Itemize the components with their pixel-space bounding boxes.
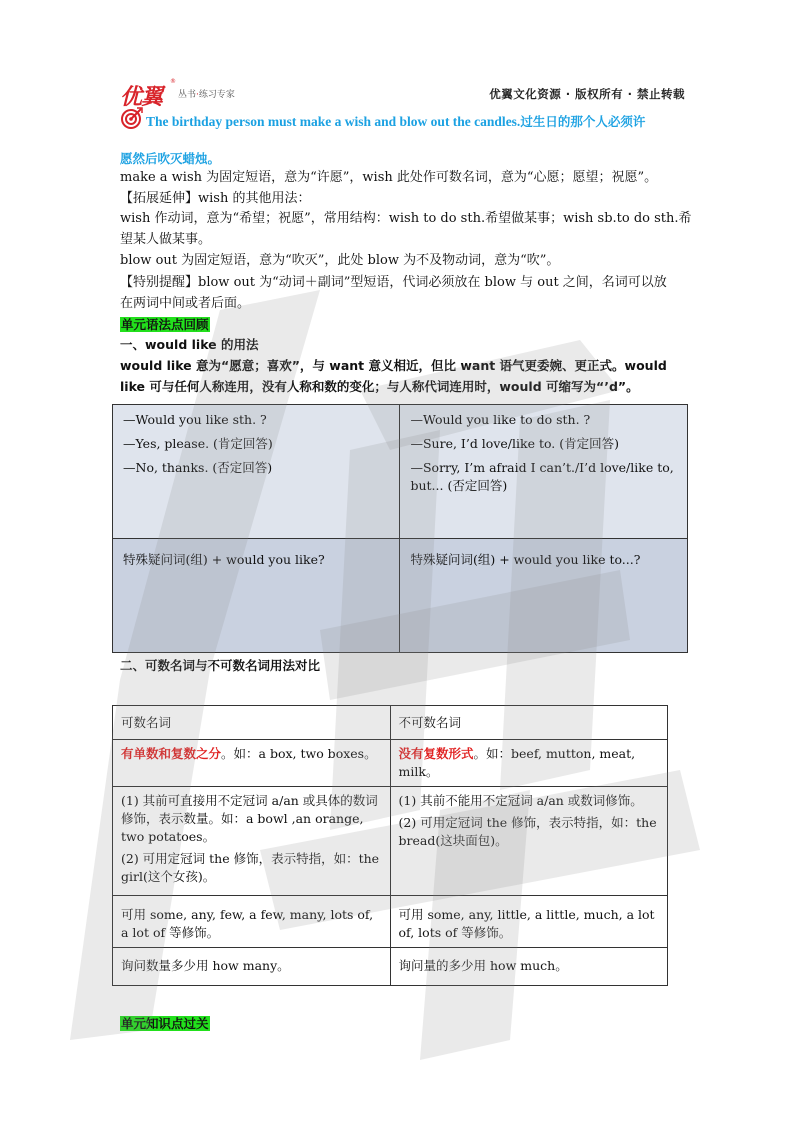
table2-row3-left: 可用 some, any, few, a few, many, lots of, a lot of 等修饰。 — [113, 896, 391, 948]
table2-row1-left: 有单数和复数之分。如：a box, two boxes。 — [113, 740, 391, 787]
would-like-table — [112, 404, 688, 653]
table1-cell-special-q1: 特殊疑问词(组) + would you like? — [113, 539, 400, 653]
brand-tagline: 丛书·练习专家 — [178, 90, 235, 100]
example-sentence: The birthday person must make a wish and blow out the candles.过生日的那个人必须许 — [146, 114, 646, 129]
would-like-desc-2: like 可与任何人称连用，没有人称和数的变化；与人称代词连用时，would 可缩写为“’d”。 — [120, 379, 639, 394]
table2-row3-right: 可用 some, any, little, a little, much, a lot of, lots of 等修饰。 — [390, 896, 667, 948]
brand-logo: 优翼 — [120, 85, 163, 110]
special-note-1: 【特别提醒】blow out 为“动词＋副词”型短语，代词必须放在 blow 与 out 之间，名词可以放 — [120, 275, 667, 290]
noun-comparison-title: 二、可数名词与不可数名词用法对比 — [120, 658, 321, 673]
registered-mark: ® — [170, 78, 176, 85]
copyright-notice: 优翼文化资源 · 版权所有 · 禁止转载 — [489, 87, 685, 101]
explanation-blow-out: blow out 为固定短语，意为“吹灭”，此处 blow 为不及物动词，意为“吹”。 — [120, 253, 560, 268]
table2-row2-right: (1) 其前不能用不定冠词 a/an 或数词修饰。 (2) 可用定冠词 the 修饰，表示特指，如：the bread(这块面包)。 — [390, 787, 667, 896]
noun-comparison-table — [112, 705, 668, 986]
extension-text-1: wish 作动词，意为“希望；祝愿”，常用结构：wish to do sth.希望做某事；wish sb.to do sth.希 — [120, 211, 692, 226]
table1-cell-special-q2: 特殊疑问词(组) + would you like to...? — [400, 539, 688, 653]
explanation-make-a-wish: make a wish 为固定短语，意为“许愿”，wish 此处作可数名词，意为“心愿；愿望；祝愿”。 — [120, 170, 658, 185]
table2-head-uncountable: 不可数名词 — [390, 706, 667, 740]
table2-row1-right: 没有复数形式。如：beef, mutton, meat, milk。 — [390, 740, 667, 787]
extension-title: 【拓展延伸】wish 的其他用法： — [120, 191, 311, 206]
table1-cell-do-sth: —Would you like to do sth. ? —Sure, I’d love/like to. (肯定回答) —Sorry, I’m afraid I can’t./I’d love/like to, but... (否定回答) — [400, 405, 688, 539]
table2-row4-right: 询问量的多少用 how much。 — [390, 948, 667, 986]
would-like-title: 一、would like 的用法 — [120, 337, 259, 352]
target-icon — [121, 107, 143, 129]
would-like-desc-1: would like 意为“愿意；喜欢”，与 want 意义相近，但比 want 语气更委婉、更正式。would — [120, 358, 667, 373]
unit-knowledge-title: 单元知识点过关 — [121, 1016, 209, 1031]
page-header — [120, 78, 685, 112]
special-note-2: 在两词中间或者后面。 — [120, 296, 251, 311]
table2-head-countable: 可数名词 — [113, 706, 391, 740]
table2-row4-left: 询问数量多少用 how many。 — [113, 948, 391, 986]
table2-row2-left: (1) 其前可直接用不定冠词 a/an 或具体的数词修饰，表示数量。如：a bowl ,an orange, two potatoes。 (2) 可用定冠词 the 修饰，表示特指，如：the girl(这个女孩)。 — [113, 787, 391, 896]
extension-text-2: 望某人做某事。 — [120, 232, 212, 247]
table1-cell-sth: —Would you like sth. ? —Yes, please. (肯定回答) —No, thanks. (否定回答) — [113, 405, 400, 539]
grammar-section-title: 单元语法点回顾 — [121, 317, 209, 332]
example-sentence-cont: 愿然后吹灭蜡烛。 — [120, 151, 221, 166]
